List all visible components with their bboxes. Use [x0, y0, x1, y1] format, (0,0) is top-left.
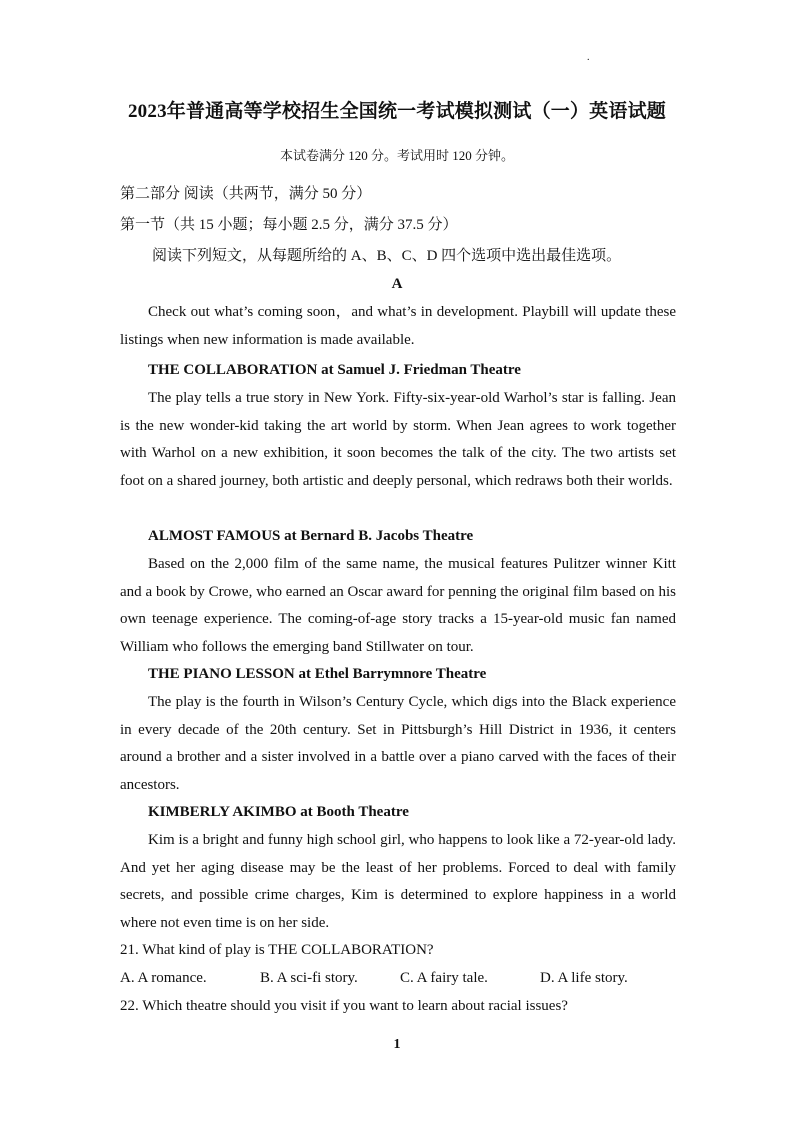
show-paragraph: Kim is a bright and funny high school girl, who happens to look like a 72-year-old lady. And yet her aging disease may be the least of her problems. Forced to deal with family secrets, and possible crime charges, Kim is determined to explore happiness in a world where not even time is on her side.	[120, 832, 676, 931]
instructions: 阅读下列短文，从每题所给的 A、B、C、D 四个选项中选出最佳选项。	[152, 248, 622, 264]
page-number: 1	[393, 1037, 401, 1052]
show-text-piano-lesson	[120, 689, 676, 799]
show-heading-collaboration: THE COLLABORATION at Samuel J. Friedman Theatre	[148, 362, 521, 378]
part-heading: 第二部分 阅读（共两节，满分 50 分）	[120, 186, 372, 202]
exam-subtitle: 本试卷满分 120 分。考试用时 120 分钟。	[279, 148, 514, 163]
question-22-stem: 22. Which theatre should you visit if you want to learn about racial issues?	[120, 998, 568, 1014]
question-21-stem: 21. What kind of play is THE COLLABORATION?	[120, 942, 434, 958]
show-paragraph: The play tells a true story in New York. Fifty-six-year-old Warhol’s star is falling. Jean is the new wonder-kid taking the art world by storm. When Jean agrees to work together with Warhol on a new exhibition, it soon becomes the talk of the city. The two artists set foot on a shared journey, both artistic and deeply personal, which redraws both their worlds.	[120, 390, 676, 489]
passage-intro	[120, 299, 676, 354]
show-text-collaboration	[120, 385, 676, 495]
passage-intro-text: Check out what’s coming soon，and what’s in development. Playbill will update these listings when new information is made available.	[120, 304, 676, 348]
option-d: D. A life story.	[540, 970, 628, 986]
show-heading-almost-famous: ALMOST FAMOUS at Bernard B. Jacobs Theatre	[148, 528, 474, 544]
show-paragraph: The play is the fourth in Wilson’s Century Cycle, which digs into the Black experience in every decade of the 20th century. Set in Pittsburgh’s Hill District in 1936, it centers around a brother and a sister involved in a battle over a piano carved with the faces of their ancestors.	[120, 694, 676, 793]
show-paragraph: Based on the 2,000 film of the same name, the musical features Pulitzer winner Kitt and a book by Crowe, who earned an Oscar award for penning the original film based on his own teenage experience. The coming-of-age story tracks a 15-year-old music fan named William who follows the emerging band Stillwater on tour.	[120, 556, 676, 655]
show-heading-piano-lesson: THE PIANO LESSON at Ethel Barrymnore Theatre	[148, 666, 487, 682]
corner-mark: .	[587, 52, 590, 63]
option-b: B. A sci-fi story.	[260, 970, 358, 986]
passage-label: A	[391, 276, 403, 292]
subsection-heading: 第一节（共 15 小题；每小题 2.5 分，满分 37.5 分）	[120, 217, 458, 233]
show-text-almost-famous	[120, 551, 676, 661]
option-c: C. A fairy tale.	[400, 970, 488, 986]
show-heading-kimberly-akimbo: KIMBERLY AKIMBO at Booth Theatre	[148, 804, 409, 820]
show-text-kimberly-akimbo	[120, 827, 676, 937]
option-a: A. A romance.	[120, 970, 207, 986]
exam-title: 2023年普通高等学校招生全国统一考试模拟测试（一）英语试题	[127, 101, 666, 122]
